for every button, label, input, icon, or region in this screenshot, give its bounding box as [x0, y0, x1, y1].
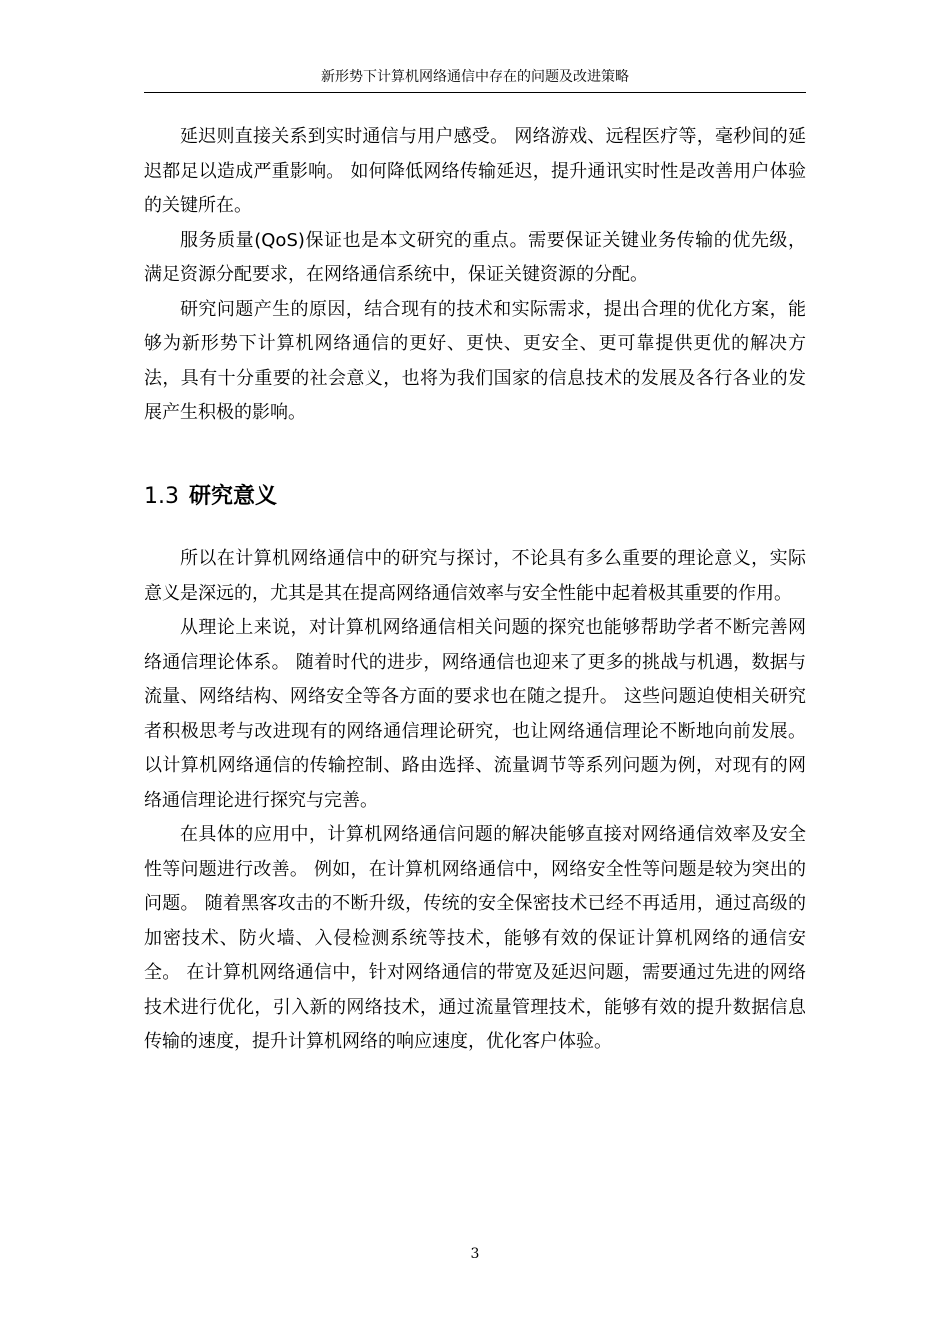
section-heading [144, 481, 806, 513]
section-title: 研究意义 [189, 484, 278, 509]
body-paragraph: 从理论上来说，对计算机网络通信相关问题的探究也能够帮助学者不断完善网络通信理论体系。 随着时代的进步，网络通信也迎来了更多的挑战与机遇，数据与流量、网络结构、网络安全等各方面的要求也在随之提升。 这些问题迫使相关研究者积极思考与改进现有的网络通信理论研究，也让网络通信理论不断地向前发展。 以计算机网络通信的传输控制、路由选择、流量调节等系列问题为例，对现有的网络通信理论进行探究与完善。 [144, 617, 806, 811]
body-paragraph: 研究问题产生的原因，结合现有的技术和实际需求，提出合理的优化方案，能够为新形势下计算机网络通信的更好、更快、更安全、更可靠提供更优的解决方法，具有十分重要的社会意义，也将为我们国家的信息技术的发展及各行各业的发展产生积极的影响。 [144, 298, 806, 423]
page-number: 3 [470, 1246, 480, 1262]
body-paragraph: 在具体的应用中，计算机网络通信问题的解决能够直接对网络通信效率及安全性等问题进行改善。 例如，在计算机网络通信中，网络安全性等问题是较为突出的问题。 随着黑客攻击的不断升级，传统的安全保密技术已经不再适用，通过高级的加密技术、防火墙、入侵检测系统等技术，能够有效的保证计算机网络的通信安全。 在计算机网络通信中，针对网络通信的带宽及延迟问题，需要通过先进的网络技术进行优化，引入新的网络技术，通过流量管理技术，能够有效的提升数据信息传输的速度，提升计算机网络的响应速度，优化客户体验。 [144, 824, 806, 1052]
header-rule [144, 92, 806, 93]
body-paragraph: 所以在计算机网络通信中的研究与探讨，不论具有多么重要的理论意义，实际意义是深远的，尤其是其在提高网络通信效率与安全性能中起着极其重要的作用。 [144, 548, 806, 604]
running-header: 新形势下计算机网络通信中存在的问题及改进策略 [321, 69, 629, 85]
body-paragraph: 延迟则直接关系到实时通信与用户感受。 网络游戏、远程医疗等，毫秒间的延迟都足以造成严重影响。 如何降低网络传输延迟，提升通讯实时性是改善用户体验的关键所在。 [144, 126, 806, 216]
section-body [144, 542, 806, 1060]
section-number: 1.3 [144, 484, 179, 509]
body-paragraph: 服务质量(QoS)保证也是本文研究的重点。需要保证关键业务传输的优先级，满足资源分配要求，在网络通信系统中，保证关键资源的分配。 [144, 229, 806, 285]
section-top-body [144, 120, 806, 431]
